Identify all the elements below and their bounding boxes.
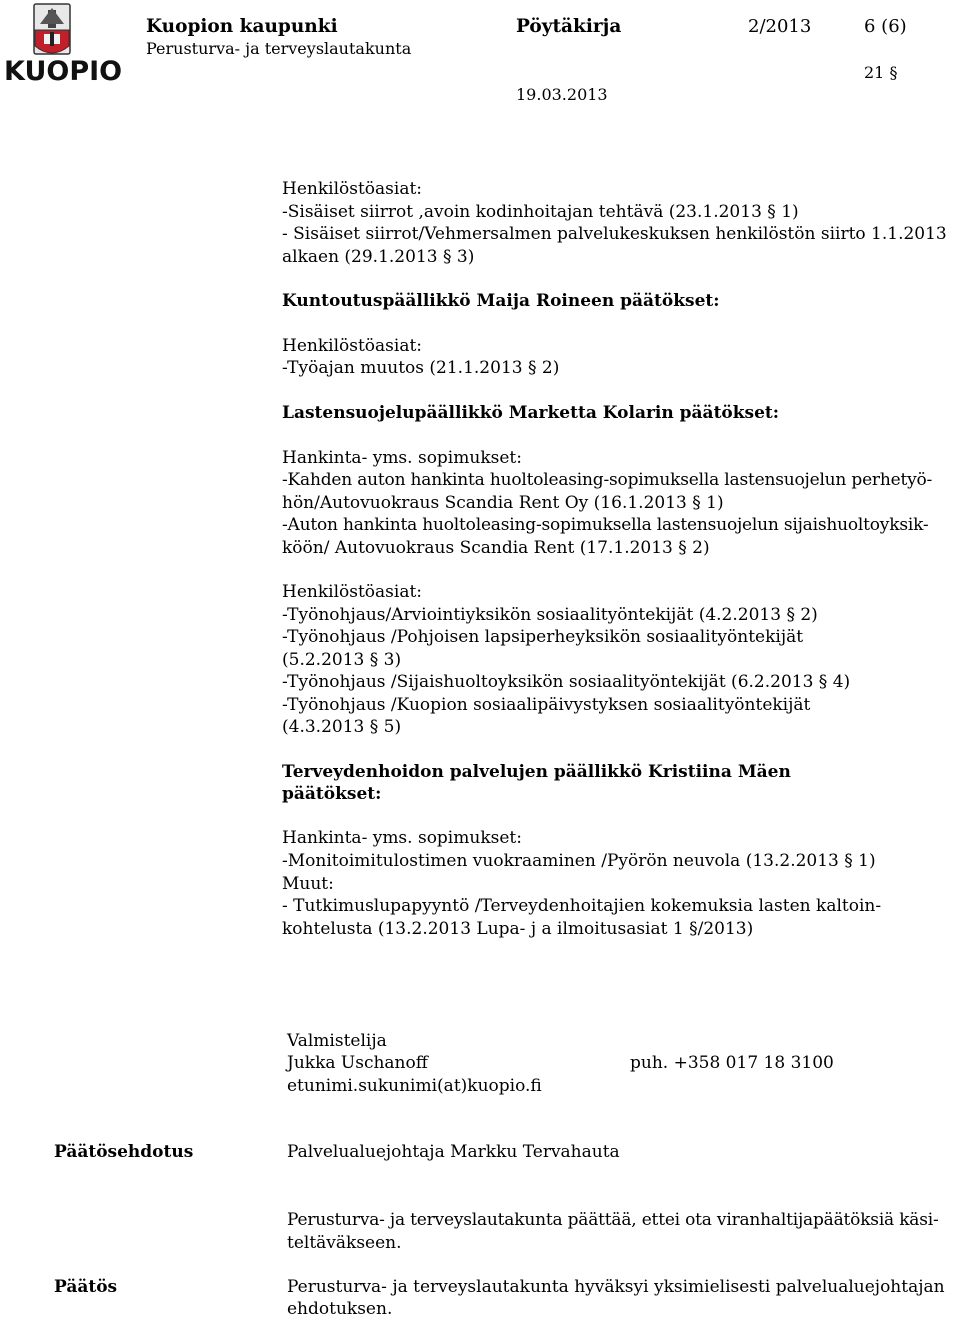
list-item: -Työnohjaus /Kuopion sosiaalipäivystyksen sosiaalityöntekijät [282,695,811,715]
preparer-email: etunimi.sukunimi(at)kuopio.fi [287,1076,542,1096]
heading-personnel: Henkilöstöasiat: [282,179,423,199]
preparer-phone: puh. +358 017 18 3100 [630,1053,834,1073]
list-item: - Sisäiset siirrot/Vehmersalmen palvelukeskuksen henkilöstön siirto 1.1.2013 [282,224,947,244]
decision-text-cont: ehdotuksen. [287,1299,393,1319]
heading-procurement: Hankinta- yms. sopimukset: [282,448,522,468]
section-heading-rehab: Kuntoutuspäällikkö Maija Roineen päätökset: [282,291,720,311]
list-item: -Kahden auton hankinta huoltoleasing-sopimuksella lastensuojelun perhetyö- [282,470,933,490]
list-item: -Auton hankinta huoltoleasing-sopimuksella lastensuojelun sijaishuoltoyksik- [282,515,929,535]
section-number: 21 § [864,63,898,82]
list-item: -Työnohjaus /Sijaishuoltoyksikön sosiaalityöntekijät (6.2.2013 § 4) [282,672,851,692]
decision-text: Perusturva- ja terveyslautakunta hyväksyi yksimielisesti palvelualuejohtajan [287,1277,945,1297]
heading-personnel: Henkilöstöasiat: [282,582,423,602]
list-item: alkaen (29.1.2013 § 3) [282,247,475,267]
list-item: -Työnohjaus/Arviointiyksikön sosiaalityöntekijät (4.2.2013 § 2) [282,605,818,625]
page-number: 6 (6) [864,16,907,37]
list-item: - Tutkimuslupapyyntö /Terveydenhoitajien kokemuksia lasten kaltoin- [282,896,882,916]
doc-type: Pöytäkirja [516,16,622,37]
list-item: (4.3.2013 § 5) [282,717,402,737]
proposal-text: Perusturva- ja terveyslautakunta päättää, ettei ota viranhaltijapäätöksiä käsi- [287,1210,939,1230]
doc-number: 2/2013 [748,16,812,37]
section-heading-health-care: Terveydenhoidon palvelujen päällikkö Kristiina Mäen [282,762,791,782]
heading-procurement: Hankinta- yms. sopimukset: [282,828,522,848]
board-name: Perusturva- ja terveyslautakunta [146,39,412,58]
list-item: kohtelusta (13.2.2013 Lupa- j a ilmoitusasiat 1 §/2013) [282,919,754,939]
list-item: -Monitoimitulostimen vuokraaminen /Pyörön neuvola (13.2.2013 § 1) [282,851,876,871]
preparer-role: Valmistelija [287,1031,387,1051]
section-heading-health-care-cont: päätökset: [282,784,382,804]
section-heading-child-protection: Lastensuojelupäällikkö Marketta Kolarin päätökset: [282,403,780,423]
proposal-presenter: Palvelualuejohtaja Markku Tervahauta [287,1142,620,1162]
list-item: -Sisäiset siirrot ,avoin kodinhoitajan tehtävä (23.1.2013 § 1) [282,202,799,222]
heading-personnel: Henkilöstöasiat: [282,336,423,356]
meeting-date: 19.03.2013 [516,85,608,104]
decision-label: Päätös [54,1277,118,1297]
list-item: köön/ Autovuokraus Scandia Rent (17.1.2013 § 2) [282,538,710,558]
org-name: Kuopion kaupunki [146,16,338,37]
proposal-text-cont: teltäväkseen. [287,1233,402,1253]
list-item: -Työnohjaus /Pohjoisen lapsiperheyksikön sosiaalityöntekijät [282,627,804,647]
list-item: hön/Autovuokraus Scandia Rent Oy (16.1.2013 § 1) [282,493,724,513]
kuopio-logo-text: KUOPIO [4,56,123,87]
list-item: (5.2.2013 § 3) [282,650,402,670]
proposal-label: Päätösehdotus [54,1142,194,1162]
list-item: -Työajan muutos (21.1.2013 § 2) [282,358,560,378]
heading-other: Muut: [282,874,334,894]
preparer-name: Jukka Uschanoff [287,1053,428,1073]
